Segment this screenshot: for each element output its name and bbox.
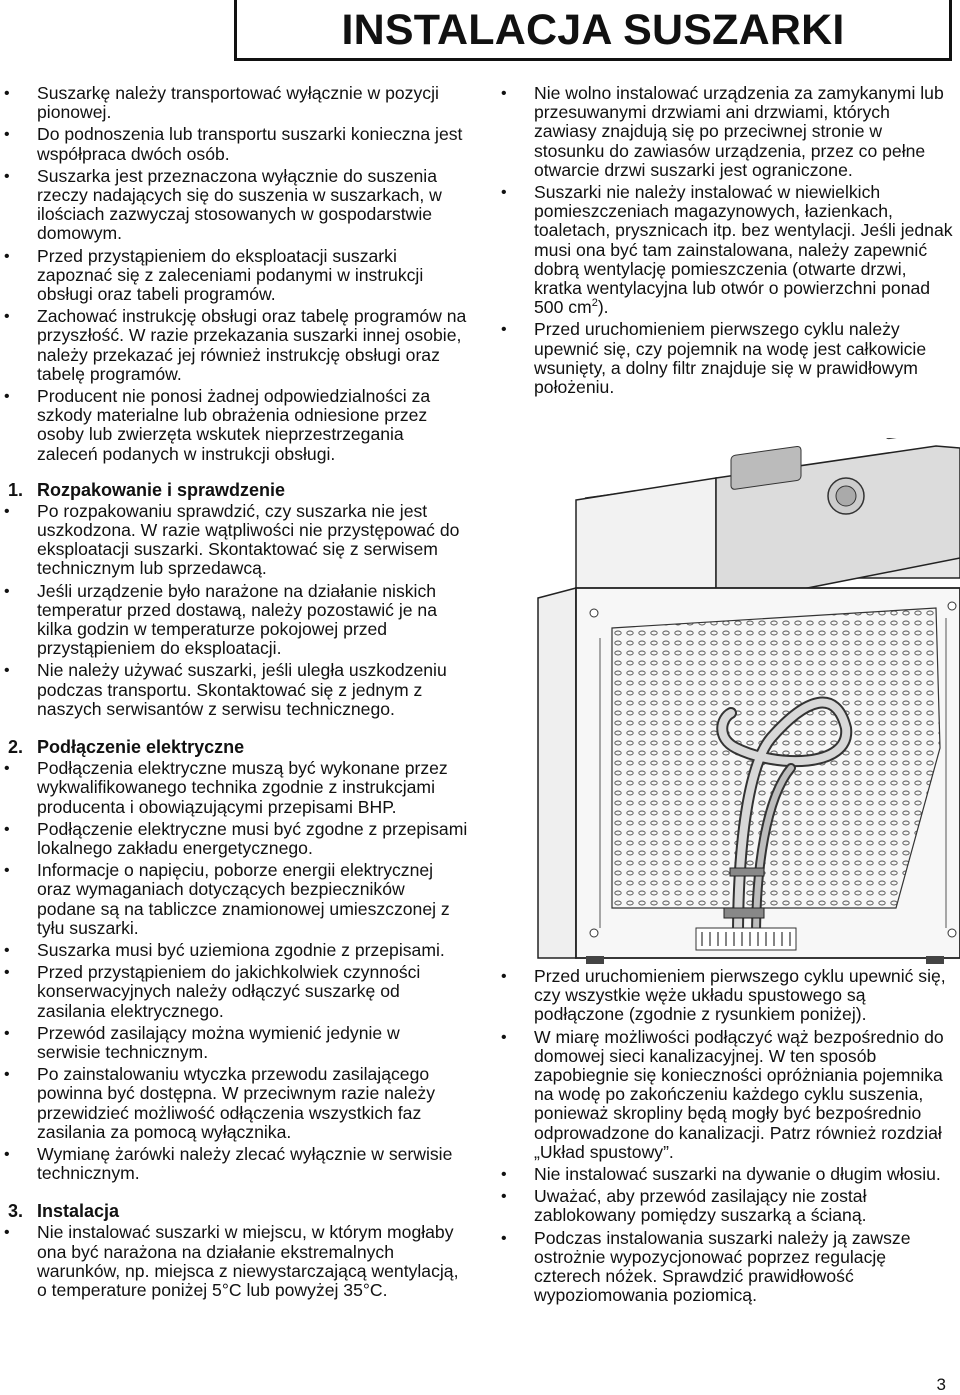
dryer-rear-illustration — [516, 438, 960, 966]
list-item: • Uważać, aby przewód zasilający nie został zablokowany pomiędzy suszarką a ścianą. — [497, 1187, 955, 1225]
list-item: • Po zainstalowaniu wtyczka przewodu zasilającego powinna być dostępna. W przeciwnym razie należy przewidzieć możliwość odłączenia wszystkich faz zasilania za pomocą wyłącznika. — [0, 1065, 468, 1142]
list-item: • W miarę możliwości podłączyć wąż bezpośrednio do domowej sieci kanalizacyjnej. W ten sposób zapobiegnie się konieczności opróżniania pojemnika na wodę po zakończeniu każdego cyklu suszenia, ponieważ skropliny będą mogły być bezpośrednio odprowadzone do kanalizacji. Patrz również rozdział „Układ spustowy”. — [497, 1028, 955, 1162]
list-item: • Nie instalować suszarki na dywanie o długim włosiu. — [497, 1165, 955, 1184]
section-title: Rozpakowanie i sprawdzenie — [37, 479, 286, 500]
page-number: 3 — [936, 1375, 946, 1394]
list-item: • Nie wolno instalować urządzenia za zamykanymi lub przesuwanymi drzwiami ani drzwiami, których zawiasy znajdują się po przeciwnej stronie w stosunku do zawiasów urządzenia, przez co pełne otwarcie drzwi suszarki jest ograniczone. — [497, 84, 955, 180]
list-item: • Jeśli urządzenie było narażone na działanie niskich temperatur przed dostawą, należy pozostawić je na kilka godzin w temperaturze pokojowej przed przystąpieniem do eksploatacji. — [0, 582, 468, 659]
section-heading — [0, 480, 468, 500]
list-item-text-end: ). — [597, 297, 609, 318]
list-item: • Przed uruchomieniem pierwszego cyklu należy upewnić się, czy pojemnik na wodę jest całkowicie wsunięty, a dolny filtr znajduje się w prawidłowym położeniu. — [497, 320, 955, 397]
page-title: INSTALACJA SUSZARKI — [341, 6, 845, 54]
title-box — [234, 0, 952, 61]
list-item: • Przed przystąpieniem do eksploatacji suszarki zapoznać się z zaleceniami podanymi w instrukcji obsługi oraz tabeli programów. — [0, 247, 468, 305]
section-number: 3. — [8, 1201, 24, 1222]
list-item: • Przed przystąpieniem do jakichkolwiek czynności konserwacyjnych należy odłączyć suszarkę od zasilania elektrycznego. — [0, 963, 468, 1021]
intro-list — [0, 84, 468, 464]
right-column-bottom — [497, 967, 955, 1308]
list-item: • Nie instalować suszarki w miejscu, w którym mogłaby ona być narażona na działanie ekstremalnych warunków, np. miejsca z niewystarczającą wentylacją, o temperature poniżej 5°C lub powyżej 35°C. — [0, 1223, 468, 1300]
section-heading — [0, 737, 468, 757]
list-item: • Suszarkę należy transportować wyłącznie w pozycji pionowej. — [0, 84, 468, 122]
list-item-text: Suszarki nie należy instalować w niewielkich pomieszczeniach magazynowych, łazienkach, toaletach, prysznicach itp. bez wentylacji. Jeśli jednak musi ona być tam zainstalowana, należy zapewnić dobrą wentylację pomieszczenia (otwarte drzwi, kratka wentylacyjna lub otwór o powierzchni ponad 500 cm — [534, 182, 953, 318]
list-item: • Zachować instrukcję obsługi oraz tabelę programów na przyszłość. W razie przekazania suszarki innej osobie, należy przekazać jej również instrukcję obsługi oraz tabelę programów. — [0, 307, 468, 384]
list-item — [497, 183, 955, 317]
list-item: • Przed uruchomieniem pierwszego cyklu upewnić się, czy wszystkie węże układu spustowego są podłączone (zgodnie z rysunkiem poniżej). — [497, 967, 955, 1025]
list-item: • Nie należy używać suszarki, jeśli uległa uszkodzeniu podczas transportu. Skontaktować się z jednym z naszych serwisantów z serwisu technicznego. — [0, 661, 468, 719]
list-item: • Do podnoszenia lub transportu suszarki konieczna jest współpraca dwóch osób. — [0, 125, 468, 163]
list-item: • Informacje o napięciu, poborze energii elektrycznej oraz wymaganiach dotyczących bezpieczników podane są na tabliczce znamionowej umieszczonej z tyłu suszarki. — [0, 861, 468, 938]
section-electrical — [0, 737, 468, 1183]
list-item: • Suszarka musi być uziemiona zgodnie z przepisami. — [0, 941, 468, 960]
section-number: 2. — [8, 737, 24, 758]
list-item: • Podczas instalowania suszarki należy ją zawsze ostrożnie wypozycjonować poprzez regulację czterech nóżek. Sprawdzić prawidłowość wypoziomowania poziomicą. — [497, 1229, 955, 1306]
list-item: • Producent nie ponosi żadnej odpowiedzialności za szkody materialne lub obrażenia odniesione przez osoby lub zwierzęta wskutek nieprzestrzegania zaleceń podanych w instrukcji obsługi. — [0, 387, 468, 464]
list-item: • Po rozpakowaniu sprawdzić, czy suszarka nie jest uszkodzona. W razie wątpliwości nie przystępować do eksploatacji suszarki. Skontaktować się z serwisem technicznym lub sprzedawcą. — [0, 502, 468, 579]
section-number: 1. — [8, 479, 24, 500]
list-item: • Wymianę żarówki należy zlecać wyłącznie w serwisie technicznym. — [0, 1145, 468, 1183]
list-item: • Podłączenia elektryczne muszą być wykonane przez wykwalifikowanego technika zgodnie z instrukcjami producenta i obowiązującymi przepisami BHP. — [0, 759, 468, 817]
section-title: Instalacja — [37, 1201, 120, 1222]
section-installation — [0, 1201, 468, 1300]
right-column-top — [497, 84, 955, 400]
list-item: • Suszarka jest przeznaczona wyłącznie do suszenia rzeczy nadających się do suszenia w suszarkach, w ilościach zazwyczaj stosowanych w gospodarstwie domowym. — [0, 167, 468, 244]
list-item: • Podłączenie elektryczne musi być zgodne z przepisami lokalnego zakładu energetycznego. — [0, 820, 468, 858]
list-item: • Przewód zasilający można wymienić jedynie w serwisie technicznym. — [0, 1024, 468, 1062]
section-heading — [0, 1201, 468, 1221]
section-unpacking — [0, 480, 468, 719]
section-title: Podłączenie elektryczne — [37, 737, 245, 758]
left-column — [0, 84, 468, 1303]
superscript: 2 — [591, 297, 598, 310]
